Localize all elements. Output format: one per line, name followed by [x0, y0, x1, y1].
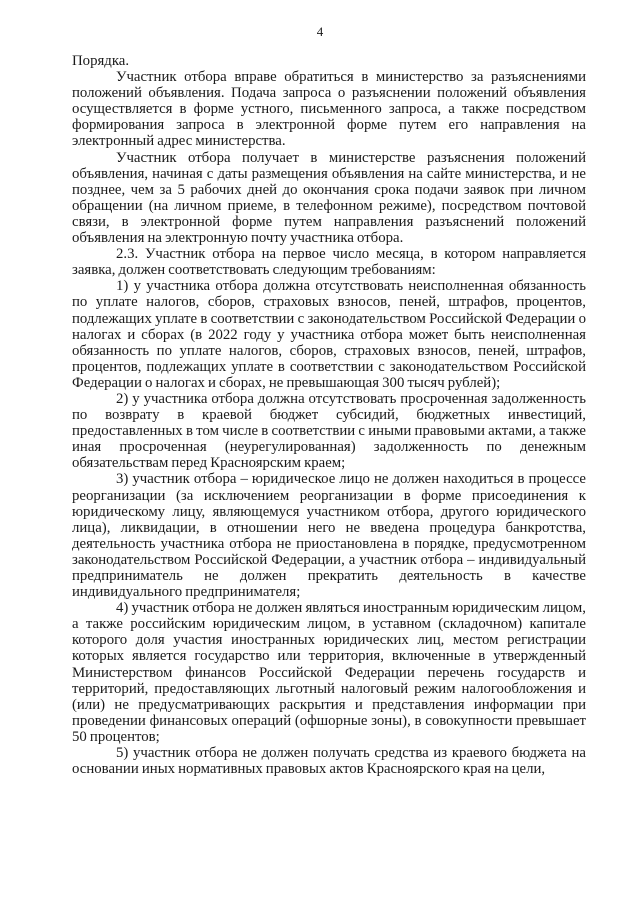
requirement-item-2: 2) у участника отбора должна отсутствовать просроченная задолженность по возврату в краевой бюджет субсидий, бюджетных инвестиций, предоставленных в том числе в соответствии с иными правовыми актами, а также иная просроченная (неурегулированная) задолженность по денежным обязательствам перед Красноярским краем;: [72, 390, 586, 472]
document-body: [72, 53, 586, 777]
requirement-item-1: 1) у участника отбора должна отсутствовать неисполненная обязанность по уплате налогов, сборов, страховых взносов, пеней, штрафов, процентов, подлежащих уплате в соответствии с законодательством Российской Федерации о налогах и сборах (в 2022 году у участника отбора может быть неисполненная обязанность по уплате налогов, сборов, страховых взносов, пеней, штрафов, процентов, подлежащих уплате в соответствии с законодательством Российской Федерации о налогах и сборах, не превышающая 300 тысяч рублей);: [72, 278, 586, 391]
paragraph-continuation: Порядка.: [72, 53, 130, 69]
page-number: 4: [316, 24, 324, 39]
requirement-item-3: 3) участник отбора – юридическое лицо не должен находиться в процессе реорганизации (за исключением реорганизации в форме присоединения к юридическому лицу, являющемуся участником отбора, другого юридического лица), ликвидации, в отношении него не введена процедура банкротства, деятельность участника отбора не приостановлена в порядке, предусмотренном законодательством Российской Федерации, а участник отбора – индивидуальный предприниматель не должен прекратить деятельность в качестве индивидуального предпринимателя;: [72, 471, 586, 601]
paragraph-clarification-request: Участник отбора вправе обратиться в министерство за разъяснениями положений объявления. Подача запроса о разъяснении положений объявления осуществляется в форме устного, письменного запроса, а также посредством формирования запроса в электронной форме путем его направления на электронный адрес министерства.: [72, 69, 586, 150]
requirement-item-4: 4) участник отбора не должен являться иностранным юридическим лицом, а также российским юридическим лицом, в уставном (складочном) капитале которого доля участия иностранных юридических лиц, местом регистрации которых является государство или территория, включенные в утвержденный Министерством финансов Российской Федерации перечень государств и территорий, предоставляющих льготный налоговый режим налогообложения и (или) не предусматривающих раскрытия и представления информации при проведении финансовых операций (офшорные зоны), в совокупности превышает 50 процентов;: [72, 600, 586, 745]
paragraph-clarification-receipt: Участник отбора получает в министерстве разъяснения положений объявления, начиная с даты размещения объявления на сайте министерства, и не позднее, чем за 5 рабочих дней до окончания срока подачи заявок при личном обращении (на личном приеме, в телефонном режиме), посредством почтовой связи, в электронной форме путем направления разъяснений положений объявления на электронную почту участника отбора.: [72, 149, 586, 247]
requirement-item-5: 5) участник отбора не должен получать средства из краевого бюджета на основании иных нормативных правовых актов Красноярского края на цели,: [72, 745, 586, 778]
paragraph-section-2-3: 2.3. Участник отбора на первое число месяца, в котором направляется заявка, должен соответствовать следующим требованиям:: [72, 246, 586, 279]
